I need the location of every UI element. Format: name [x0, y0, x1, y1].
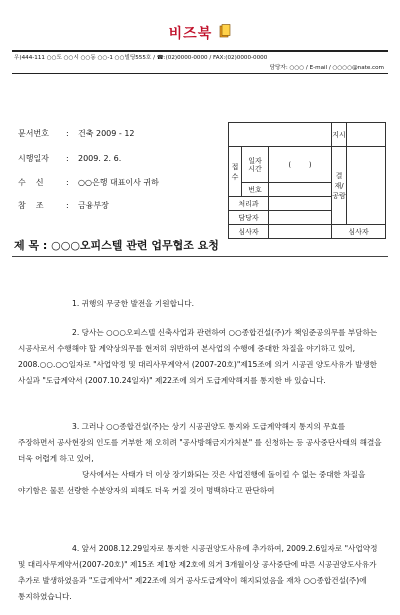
receipt-cell: 접수: [229, 147, 242, 197]
reference-label: 참 조: [18, 201, 44, 210]
letterhead-contact-bar: [12, 50, 388, 74]
doc-number-value: 건축 2009 - 12: [78, 129, 135, 138]
paragraph-2: 2. 당사는 ○○○오피스텔 신축사업과 관련하여 ○○종합건설(주)가 책임준공의무를 부담하는 시공사로서 수행해야 할 계약상의무를 현저히 위반하여 본사업의 수행에 중대한 차질을 야기하고 있어, 2008.○○.○○일자로 "사업약정 및 대리사무계약서 (2007-20호)"제15조에 의거 시공권 양도사유가 발생한 사실과 "도급계약서 (2007.10.24일자)" 제22조에 의거 도급계약해지를 통지한 바 있습니다.: [18, 328, 378, 385]
datetime-label: 일자 시간: [242, 147, 269, 183]
company-address: 우)444-111 ○○도 ○○시 ○○동 ○○-1 ○○빌딩555호 / ☎:(02)0000-0000 / FAX:(02)0000-0000: [14, 55, 268, 61]
reference-row: 참 조 : 금융부장: [18, 201, 109, 210]
reference-value: 금융부장: [78, 201, 109, 210]
contact-info: 담당자: ○○○ / E-mail / ○○○○@nate.com: [269, 65, 384, 71]
process-label: 처리과: [229, 197, 269, 211]
approval-top-right: 지시: [332, 123, 347, 147]
recipient-value: ○○은행 대표이사 귀하: [78, 178, 159, 187]
datetime-value: ( ): [269, 147, 332, 183]
recipient-row: 수 신 : ○○은행 대표이사 귀하: [18, 178, 159, 187]
doc-number-row: 문서번호 : 건축 2009 - 12: [18, 129, 135, 138]
reviewer-label: 심사자: [229, 225, 269, 239]
book-icon: [219, 23, 231, 42]
sign-label: 결재/공람: [332, 147, 347, 225]
date-row: 시행일자 : 2009. 2. 6.: [18, 154, 122, 163]
title-divider: [12, 256, 388, 257]
paragraph-4: 4. 앞서 2008.12.29일자로 통지한 시공권양도사유에 추가하여, 2009.2.6일자로 "사업약정 및 대리사무계약서(2007-20호)" 제15조 제1항 제2호에 의거 3개월이상 공사중단에 따른 시공권양도사유가 추가로 발생하였음과 "도급계약서" 제22조에 의거 공사도급계약이 해지되었음을 재차 ○○종합건설(주)에 통지하였습니다.: [18, 544, 378, 601]
paragraph-3: 3. 그러나 ○○종합건설(주)는 상기 시공권양도 통지와 도급계약해지 통지의 무효를 주장하면서 공사현장의 인도를 거부한 채 오히려 "공사방해금지가처분" 를 신청하는 등 공사중단사태의 해결을 더욱 어렵게 하고 있어,: [18, 422, 382, 463]
company-logo: [0, 22, 400, 43]
approval-table: [228, 122, 386, 239]
number-label: 번호: [242, 183, 269, 197]
paragraph-3b: 당사에서는 사태가 더 이상 장기화되는 것은 사업진행에 돌이킬 수 없는 중대한 차질을 야기함은 물론 선량한 수분양자의 피해도 더욱 커질 것이 명백하다고 판단하여: [18, 470, 366, 495]
paragraph-1: 1. 귀행의 무궁한 발전을 기원합니다.: [72, 299, 195, 308]
person-label: 담당자: [229, 211, 269, 225]
doc-number-label: 문서번호: [18, 129, 49, 138]
logo-text: 비즈북: [168, 25, 213, 42]
date-label: 시행일자: [18, 154, 49, 163]
date-value: 2009. 2. 6.: [78, 154, 122, 163]
document-title: 제 목 : ○○○오피스텔 관련 업무협조 요청: [14, 239, 219, 252]
recipient-label: 수 신: [18, 178, 44, 187]
reviewer-label-2: 심사자: [332, 225, 386, 239]
